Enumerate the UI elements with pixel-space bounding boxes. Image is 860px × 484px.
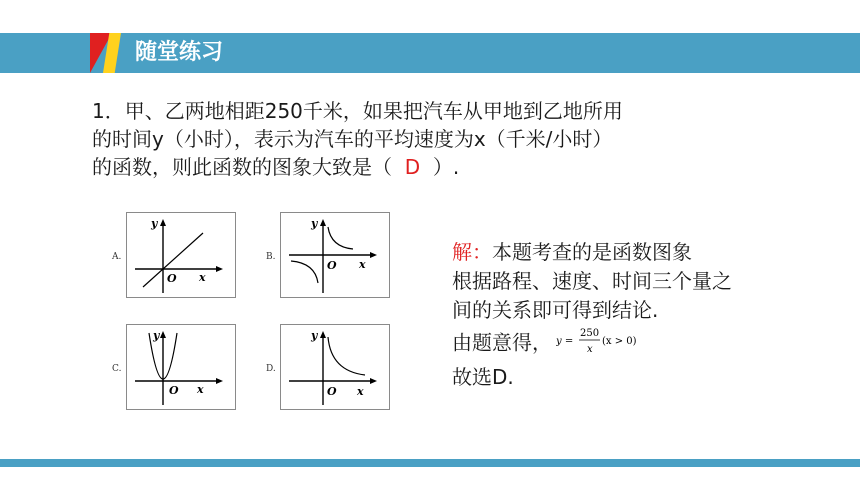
option-d-label: D. <box>266 364 276 374</box>
formula-lhs: y = <box>556 336 574 347</box>
solution-key: 解： <box>452 240 492 264</box>
question-text <box>92 97 792 181</box>
x-axis-arrow-icon <box>216 266 223 272</box>
x-axis-label: x <box>359 258 366 271</box>
y-axis-label: y <box>153 329 160 342</box>
formula-denominator: x <box>587 344 593 355</box>
option-c-graph <box>126 324 236 410</box>
x-axis-arrow-icon <box>216 378 223 384</box>
page-title: 随堂练习 <box>135 40 224 65</box>
solution-line-1 <box>452 238 852 267</box>
x-axis-arrow-icon <box>370 378 377 384</box>
question-line-3-prefix: 的函数，则此函数的图象大致是（ <box>92 155 392 179</box>
solution-line-1-text: 本题考查的是函数图象 <box>492 240 692 264</box>
formula <box>556 325 666 363</box>
formula-numerator: 250 <box>580 328 600 339</box>
x-axis-label: x <box>199 271 206 284</box>
y-axis-arrow-icon <box>320 331 326 338</box>
graph-curve <box>328 337 365 375</box>
origin-label: O <box>169 384 179 397</box>
option-b-graph <box>280 212 390 298</box>
answer-letter: D <box>404 155 421 179</box>
solution-line-4-text: 由题意得， <box>452 330 552 355</box>
question-line-2: 的时间y（小时），表示为汽车的平均速度为x（千米/小时） <box>92 127 613 151</box>
option-a-label: A. <box>112 252 122 262</box>
option-c-label: C. <box>112 364 122 374</box>
header-bar <box>0 33 860 73</box>
footer-bar <box>0 459 860 467</box>
y-axis-label: y <box>311 217 318 230</box>
graph-curve-lower <box>291 261 318 283</box>
solution-text <box>452 238 852 392</box>
option-a-graph <box>126 212 236 298</box>
x-axis-label: x <box>357 385 364 398</box>
origin-label: O <box>327 259 337 272</box>
origin-label: O <box>327 385 337 398</box>
solution-line-3: 间的关系即可得到结论. <box>452 298 659 322</box>
x-axis-arrow-icon <box>370 252 377 258</box>
option-b-label: B. <box>266 252 276 262</box>
option-d-graph <box>280 324 390 410</box>
question-line-1: 1．甲、乙两地相距250千米，如果把汽车从甲地到乙地所用 <box>92 99 623 123</box>
solution-line-2: 根据路程、速度、时间三个量之 <box>452 269 732 293</box>
question-line-3 <box>92 153 792 181</box>
y-axis-arrow-icon <box>160 219 166 226</box>
y-axis-label: y <box>311 329 318 342</box>
solution-line-5: 故选D. <box>452 365 514 389</box>
question-line-3-suffix: ）. <box>432 155 460 179</box>
y-axis-label: y <box>151 217 158 230</box>
graph-curve-upper <box>328 227 353 249</box>
y-axis-arrow-icon <box>160 331 166 338</box>
x-axis-label: x <box>197 383 204 396</box>
origin-label: O <box>167 272 177 285</box>
y-axis-arrow-icon <box>320 219 326 226</box>
formula-condition: (x > 0) <box>602 336 637 347</box>
solution-line-4 <box>452 325 852 363</box>
